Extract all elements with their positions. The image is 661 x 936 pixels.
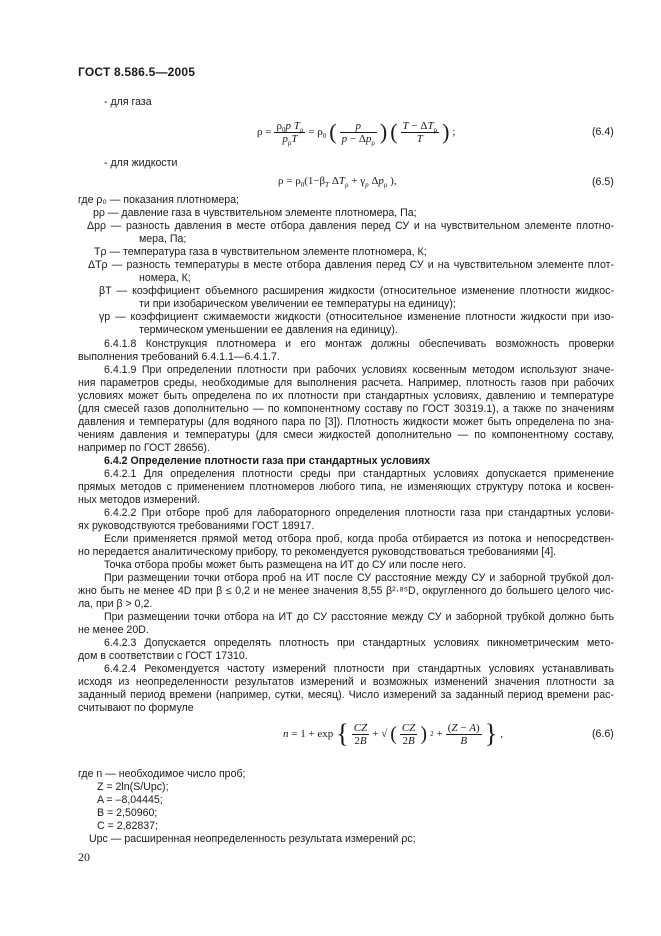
paragraph-line: Если применяется прямой метод отбора проб, когда проба отбирается из потока и непосредствен- — [104, 533, 614, 545]
where-item: номера, К; — [139, 272, 191, 284]
paragraph-line: 6.4.2.4 Рекомендуется частоту измерений плотности при стандартных условиях устанавливать — [104, 663, 614, 675]
paragraph-line: 6.4.2.2 При отборе проб для лабораторного определения плотности газа при стандартных услови- — [104, 507, 614, 519]
paragraph-line: При размещении точки отбора на ИТ до СУ расстояние между СУ и заборной трубкой должно быть — [104, 611, 614, 623]
paragraph-line: считывают по формуле — [78, 702, 194, 714]
equation-number-6-4: (6.4) — [592, 126, 614, 138]
equation-number-6-5: (6.5) — [592, 176, 614, 188]
where-item: Δpρ — разность давления в месте отбора давления перед СУ и на чувствительном элементе плотно- — [87, 220, 614, 232]
paragraph-line: заданный период времени (например, сутки, месяц). Число измерений за заданный период времени рас- — [78, 689, 614, 701]
paragraph-line: прямых методов с применением плотномеров любого типа, не изменяющих структуру потока и косвен- — [78, 481, 614, 493]
paragraph-line: 6.4.1.8 Конструкция плотномера и его монтаж должны обеспечивать возможность проверки — [104, 338, 614, 350]
paragraph-line: условиях может быть определена по их плотности при стандартных условиях, давлению и температуре — [78, 390, 614, 402]
equation-6-5: $\rho = \rho_0(1-\beta_T$ $\Delta T_\rho + \gamma_p$ $\Delta p_\rho$ ), — [278, 175, 397, 190]
eq-fraction-cz2: $\frac{CZ}{2B}$ — [401, 721, 416, 747]
equation-number-6-6: (6.6) — [592, 728, 614, 740]
equation-6-6: n = 1 + exp { $\frac{CZ}{2B}$ + √ ( $\frac{CZ}{2B}$ ) 2 + $\frac{(Z - A)}{B}$ } , — [283, 719, 503, 748]
where-item: ΔTρ — разность температуры в месте отбора давления перед СУ и на чувствительном элементе плот- — [88, 259, 614, 271]
paragraph-line: ла, при β > 0,2. — [78, 598, 153, 610]
where-item: pρ — давление газа в чувствительном элементе плотномера, Па; — [93, 207, 417, 219]
paragraph-line: При размещении точки отбора проб на ИТ после СУ расстояние между СУ и заборной трубкой дол- — [104, 572, 614, 584]
page-number: 20 — [78, 850, 90, 864]
paragraph-line: не менее 20D. — [78, 624, 149, 636]
paragraph-line: давления и температуры (для водяного пара по [3]). Плотность жидкости может быть определена по зна- — [78, 416, 614, 428]
paragraph-line: например по ГОСТ 28656). — [78, 442, 210, 454]
eq-fraction-1: $\frac{\rho_0p T_\rho}{p_\rho T}$ — [276, 119, 304, 147]
where-item: ти при изобарическом увеличении ее температуры на единицу); — [139, 298, 456, 310]
paragraph-line: Точка отбора пробы может быть размещена на ИТ до СУ или после него. — [104, 559, 467, 571]
eq-fraction-cz: $\frac{CZ}{2B}$ — [353, 721, 368, 747]
paragraph-line: ных методов измерений. — [78, 494, 200, 506]
where-item: Tρ — температура газа в чувствительном элементе плотномера, К; — [94, 246, 427, 258]
standard-header: ГОСТ 8.586.5—2005 — [78, 65, 196, 79]
where-item: термическом уменьшении ее давления на единицу). — [139, 324, 398, 336]
paragraph-line: жно быть не менее 4D при β ≤ 0,2 и не менее значения 8,55 β²·⁸⁵D, округленного до большего целого чис- — [78, 585, 614, 597]
where-item: γp — коэффициент сжимаемости жидкости (относительное изменение плотности жидкости при изо- — [99, 311, 614, 323]
where-item: Z = 2ln(S/Upc); — [97, 781, 169, 793]
paragraph-line: ях руководствуются требованиями ГОСТ 18917. — [78, 520, 315, 532]
eq-fraction-2: $\frac{p}{p - \Delta p_\rho}$ — [341, 119, 375, 147]
where-item: где ρ₀ — показания плотномера; — [78, 194, 239, 206]
eq-fraction-3: $\frac{T - \Delta T_\rho}{T}$ — [402, 119, 438, 145]
section-heading: 6.4.2 Определение плотности газа при стандартных условиях — [104, 455, 431, 467]
where-item: где n — необходимое число проб; — [78, 768, 246, 780]
where-item: Upc — расширенная неопределенность результата измерений ρc; — [89, 833, 416, 845]
where-item: βT — коэффициент объемного расширения жидкости (относительное изменение плотности жидкос- — [99, 285, 614, 297]
where-item: B = 2,50960; — [97, 807, 158, 819]
equation-6-4: ρ = $\frac{\rho_0p T_\rho}{p_\rho T}$ = $\rho_0$ ( $\frac{p}{p - \Delta p_\rho}$ ) ( $\frac{T - \Delta T_\rho}{T}$ ) ; — [257, 119, 456, 147]
where-item: C = 2,82837; — [97, 820, 158, 832]
paragraph-line: 6.4.2.1 Для определения плотности среды при стандартных условиях допускается применение — [104, 468, 614, 480]
paragraph-line: исходя из неопределенности результатов измерений и возможных изменений значения плотности за — [78, 676, 614, 688]
eq-rho: ρ = — [257, 126, 272, 138]
paragraph-line: но передается аналитическому прибору, то рекомендуется руководствоваться требованиями [4]. — [78, 546, 557, 558]
paragraph-line: выполнения требований 6.4.1.1—6.4.1.7. — [78, 351, 280, 363]
where-item: мера, Па; — [139, 233, 187, 245]
paragraph-line: чениям давления и температуры (для смеси жидкостей дополнительно — по компонентному составу, — [78, 429, 614, 441]
paragraph-line: ния параметров среды, необходимые для выполнения расчета. Например, плотность газов при рабочих — [78, 377, 614, 389]
paragraph-line: (для смесей газов дополнительно — по компонентному составу по ГОСТ 30319.1), а также по значениям — [78, 403, 614, 415]
paragraph-line: 6.4.1.9 При определении плотности при рабочих условиях косвенным методом используют значе- — [104, 364, 614, 376]
paragraph-line: 6.4.2.3 Допускается определять плотность при стандартных условиях пикнометрическим мето- — [104, 637, 614, 649]
gas-label: - для газа — [104, 96, 152, 108]
paragraph-line: дом в соответствии с ГОСТ 17310. — [78, 650, 248, 662]
eq-fraction-za: $\frac{(Z - A)}{B}$ — [447, 721, 480, 747]
liquid-label: - для жидкости — [104, 157, 178, 169]
where-item: A = –8,04445; — [97, 794, 163, 806]
